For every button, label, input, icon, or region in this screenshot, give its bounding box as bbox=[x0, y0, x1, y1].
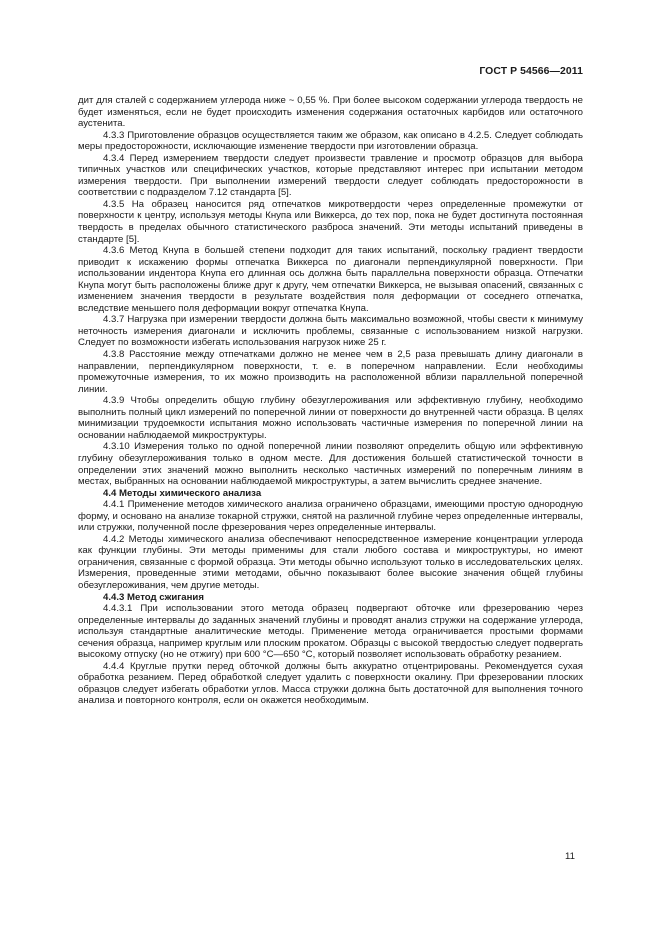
section-heading-4-4: 4.4 Методы химического анализа bbox=[103, 487, 262, 499]
paragraph-4-4-1: 4.4.1 Применение методов химического анализа ограничено образцами, имеющими простую однородную форму, и основано на анализе токарной стружки, снятой на различной глубине через определенные интервалы, или стружки, полученной после фрезерования через определенные интервалы. bbox=[78, 499, 583, 534]
paragraph-4-3-5: 4.3.5 На образец наносится ряд отпечатков микротвердости через определенные промежутки от поверхности к центру, используя методы Кнупа или Виккерса, до тех пор, пока не будет достигнута постоянная твердость в пределах обычного статистического разброса значений. Эти методы испытаний приведены в стандарте [5]. bbox=[78, 198, 583, 245]
paragraph-4-3-10: 4.3.10 Измерения только по одной поперечной линии позволяют определить общую или эффективную глубину обезуглероживания только в одном месте. Для достижения большей статистической точности в определении этих значений можно выполнить несколько частичных измерений по поперечным линиям в местах, выбранных на основании наблюдаемой микроструктуры, а затем вычислить среднее значение. bbox=[78, 441, 583, 488]
document-header: ГОСТ Р 54566—2011 bbox=[479, 66, 583, 77]
paragraph-continuation: дит для сталей с содержанием углерода ниже ~ 0,55 %. При более высоком содержании углерода твердость не будет изменяться, если не будет происходить изменения содержания остаточных карбидов или остаточного аустенита. bbox=[78, 95, 583, 130]
paragraph-4-3-7: 4.3.7 Нагрузка при измерении твердости должна быть максимально возможной, чтобы свести к минимуму неточность измерения диагонали и исключить проблемы, связанные с использованием низкой нагрузки. Следует по возможности избегать использования нагрузок ниже 25 г. bbox=[78, 314, 583, 349]
page-number: 11 bbox=[565, 851, 575, 862]
paragraph-4-3-3: 4.3.3 Приготовление образцов осуществляется таким же образом, как описано в 4.2.5. Следует соблюдать меры предосторожности, исключающие изменение твердости при изготовлении образца. bbox=[78, 129, 583, 153]
paragraph-4-3-6: 4.3.6 Метод Кнупа в большей степени подходит для таких испытаний, поскольку градиент твердости приводит к искажению формы отпечатка Виккерса по диагонали перпендикулярной поверхности. При использовании индентора Кнупа его длинная ось должна быть параллельна поверхности образца. Отпечатки Кнупа могут быть расположены ближе друг к другу, чем отпечатки Виккерса, не вызывая опасений, связанных с изменением значения твердости в результате воздействия поля деформации от соседнего отпечатка, вследствие меньшего поля деформации вокруг отпечатка Кнупа. bbox=[78, 245, 583, 314]
paragraph-4-3-4: 4.3.4 Перед измерением твердости следует произвести травление и просмотр образцов для выбора типичных участков или специфических участков, которые представляют интерес при испытании методом измерения твердости. При выполнении измерений твердости следует соблюдать предосторожности в соответствии с подразделом 7.12 стандарта [5]. bbox=[78, 152, 583, 199]
document-body bbox=[78, 95, 583, 707]
section-heading-4-4-3: 4.4.3 Метод сжигания bbox=[103, 591, 204, 603]
paragraph-4-3-9: 4.3.9 Чтобы определить общую глубину обезуглероживания или эффективную глубину, необходимо выполнить полный цикл измерений по поперечной линии от поверхности до внутренней части образца. В целях минимизации трудоемкости испытания можно использовать частичные измерения по поперечной линии на основании наблюдаемой микроструктуры. bbox=[78, 395, 583, 441]
paragraph-4-4-2: 4.4.2 Методы химического анализа обеспечивают непосредственное измерение концентрации углерода как функции глубины. Эти методы применимы для стали любого состава и микроструктуры, но имеют ограничения, связанные с формой образца. Эти методы обычно используют только в исследовательских целях. Измерения, проведенные этими методами, обычно показывают более высокие значения общей глубины обезуглероживания, чем другие методы. bbox=[78, 533, 583, 591]
paragraph-4-4-3-1: 4.4.3.1 При использовании этого метода образец подвергают обточке или фрезерованию через определенные интервалы до заданных значений глубины и проводят анализ стружки на содержание углерода, используя стандартные аналитические методы. Применение метода ограничивается простыми формами сечения образца, например круглым или плоским прокатом. Образцы с высокой твердостью следует подвергать высокому отпуску (но не отжигу) при 600 °С—650 °С, который позволяет использовать обработку резанием. bbox=[78, 603, 583, 661]
paragraph-4-3-8: 4.3.8 Расстояние между отпечатками должно не менее чем в 2,5 раза превышать длину диагонали в направлении, перпендикулярном поверхности, т. е. в поперечном направлении. Если необходимы промежуточные измерения, то их можно производить на расположенной вблизи параллельной поперечной линии. bbox=[78, 349, 583, 395]
paragraph-4-4-4: 4.4.4 Круглые прутки перед обточкой должны быть аккуратно отцентрированы. Рекомендуется сухая обработка резанием. Перед обработкой следует удалить с поверхности окалину. При фрезеровании плоских образцов следует избегать обработки углов. Масса стружки должна быть достаточной для выполнения точного анализа и повторного контроля, если он окажется необходимым. bbox=[78, 660, 583, 707]
